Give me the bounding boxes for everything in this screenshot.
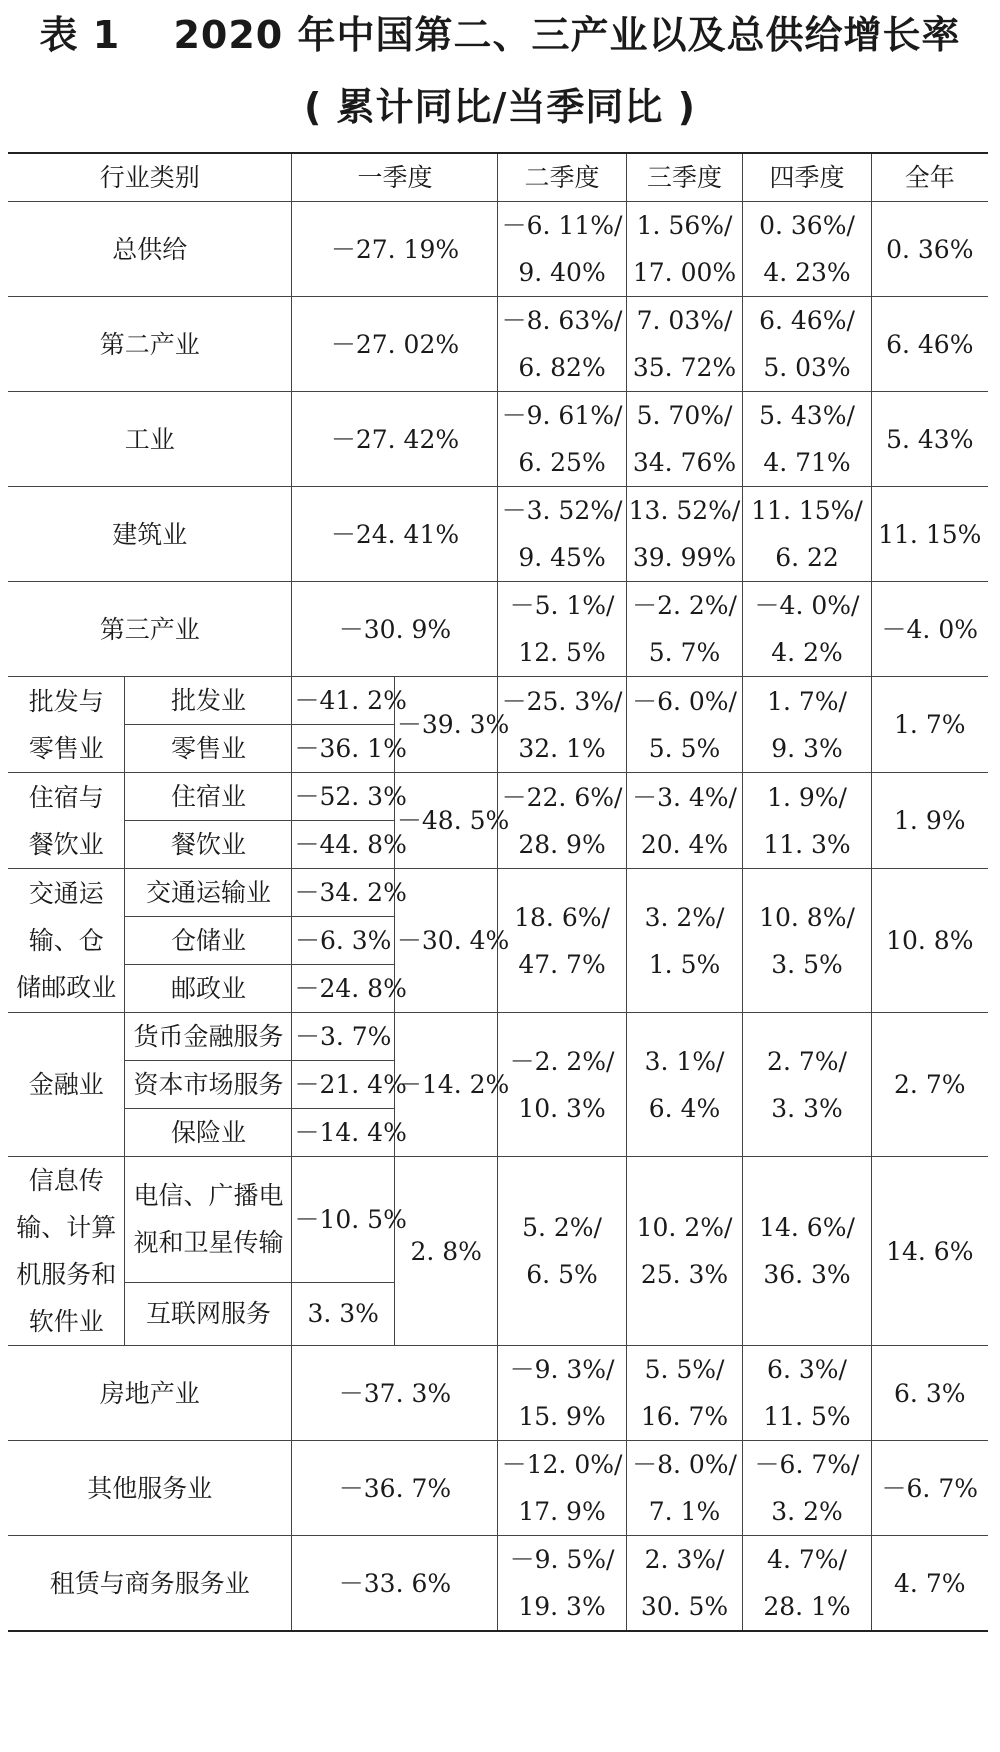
- cell-q3: [626, 202, 743, 297]
- group-category-line: 餐饮业: [28, 829, 104, 859]
- cell-q3-quarterly: 25. 3%: [640, 1260, 729, 1289]
- cell-q2: [498, 1157, 626, 1346]
- cell-q4: [743, 487, 871, 582]
- cell-q2-quarterly: 47. 7%: [518, 949, 606, 979]
- cell-q4-cumulative: 6. 46%/: [759, 306, 855, 335]
- cell-q2-quarterly: 6. 5%: [526, 1260, 598, 1289]
- header-q3: 三季度: [626, 153, 743, 202]
- sub-category: 零售业: [125, 725, 292, 773]
- cell-year: 1. 7%: [871, 677, 988, 773]
- group-q1-total: －48. 5%: [394, 773, 498, 869]
- group-q1-total: －39. 3%: [394, 677, 498, 773]
- sub-category: [125, 1282, 292, 1345]
- cell-q3-cumulative: 13. 52%/: [628, 496, 741, 525]
- cell-q3: [626, 1013, 743, 1157]
- cell-q2: [498, 1013, 626, 1157]
- group-row: [8, 1013, 988, 1061]
- cell-q2: [498, 1441, 626, 1536]
- cell-q3-cumulative: 3. 1%/: [644, 1046, 725, 1076]
- cell-q4-cumulative: 6. 3%/: [767, 1355, 847, 1384]
- group-row: [8, 869, 988, 917]
- group-q1-total: 2. 8%: [394, 1157, 498, 1346]
- cell-q2-cumulative: －25. 3%/: [501, 686, 623, 716]
- cell-q3-cumulative: 5. 70%/: [636, 401, 733, 430]
- row-category: 房地产业: [8, 1346, 292, 1441]
- group-category-line: 零售业: [28, 733, 104, 763]
- cell-q2-cumulative: －2. 2%/: [509, 1046, 615, 1076]
- cell-q4-quarterly: 6. 22: [775, 543, 839, 572]
- sub-category: [125, 1157, 292, 1283]
- cell-q4-quarterly: 4. 2%: [771, 638, 843, 667]
- group-category: [8, 869, 125, 1013]
- group-row: [8, 677, 988, 725]
- cell-q3: [626, 1346, 743, 1441]
- cell-q2-cumulative: －22. 6%/: [501, 782, 623, 812]
- cell-q1: －36. 7%: [292, 1441, 498, 1536]
- cell-q3: [626, 1157, 743, 1346]
- sub-q1: －24. 8%: [292, 965, 394, 1013]
- sub-q1: －21. 4%: [292, 1061, 394, 1109]
- cell-q4-cumulative: 2. 7%/: [767, 1046, 847, 1076]
- cell-q4-quarterly: 3. 3%: [771, 1093, 843, 1123]
- row-category: 建筑业: [8, 487, 292, 582]
- sub-q1: －10. 5%: [292, 1157, 394, 1283]
- sub-category: 仓储业: [125, 917, 292, 965]
- cell-q2: [498, 773, 626, 869]
- cell-q2-quarterly: 6. 25%: [518, 448, 606, 477]
- sub-q1: －34. 2%: [292, 869, 394, 917]
- table-row: [8, 297, 988, 392]
- group-category: [8, 1013, 125, 1157]
- group-category-line: 储邮政业: [16, 973, 117, 1002]
- cell-q2: [498, 869, 626, 1013]
- cell-year: 6. 3%: [871, 1346, 988, 1441]
- sub-q1: －36. 1%: [292, 725, 394, 773]
- cell-q2: [498, 677, 626, 773]
- cell-q4-quarterly: 11. 3%: [763, 829, 851, 859]
- cell-q4-quarterly: 4. 23%: [763, 258, 851, 287]
- cell-q3-quarterly: 1. 5%: [648, 949, 721, 979]
- cell-q4-quarterly: 9. 3%: [771, 733, 843, 763]
- cell-q3-quarterly: 39. 99%: [632, 543, 737, 572]
- cell-q4-quarterly: 11. 5%: [763, 1402, 851, 1431]
- group-category-line: 住宿与: [28, 782, 104, 812]
- cell-q3-cumulative: 5. 5%/: [644, 1355, 725, 1384]
- cell-q3-quarterly: 17. 00%: [632, 258, 737, 287]
- header-year: 全年: [871, 153, 988, 202]
- cell-q4-quarterly: 5. 03%: [763, 353, 851, 382]
- cell-q4-quarterly: 36. 3%: [763, 1260, 851, 1289]
- table-row: [8, 582, 988, 677]
- cell-q2-cumulative: －8. 63%/: [501, 306, 623, 335]
- cell-year: 4. 7%: [871, 1536, 988, 1632]
- table-row: [8, 1441, 988, 1536]
- group-category-line: 软件业: [28, 1307, 104, 1336]
- cell-q2: [498, 1536, 626, 1632]
- row-category: 工业: [8, 392, 292, 487]
- sub-category-line: 视和卫星传输: [133, 1228, 284, 1258]
- cell-q2-quarterly: 28. 9%: [518, 829, 606, 859]
- header-row: [8, 153, 988, 202]
- cell-q2: [498, 582, 626, 677]
- cell-q2-quarterly: 9. 40%: [518, 258, 606, 287]
- group-q1-total: －14. 2%: [394, 1013, 498, 1157]
- cell-q2-cumulative: －12. 0%/: [501, 1450, 623, 1479]
- cell-q4-quarterly: 3. 5%: [771, 949, 843, 979]
- cell-year: 11. 15%: [871, 487, 988, 582]
- cell-q3: [626, 773, 743, 869]
- cell-q2-quarterly: 12. 5%: [518, 638, 606, 667]
- group-category-line: 交通运: [28, 879, 104, 908]
- cell-q4-quarterly: 3. 2%: [771, 1497, 843, 1526]
- sub-category: 货币金融服务: [125, 1013, 292, 1061]
- sub-q1: 3. 3%: [292, 1282, 394, 1345]
- cell-q4: [743, 1441, 871, 1536]
- cell-q3-quarterly: 5. 7%: [648, 638, 721, 667]
- cell-q4-cumulative: 1. 9%/: [767, 782, 847, 812]
- cell-q4: [743, 582, 871, 677]
- cell-q2-cumulative: －9. 3%/: [509, 1355, 615, 1384]
- cell-q3-cumulative: －8. 0%/: [632, 1450, 737, 1479]
- cell-q3-cumulative: 3. 2%/: [644, 902, 725, 932]
- sub-category-line: 电信、广播电: [133, 1181, 284, 1211]
- cell-q1: －33. 6%: [292, 1536, 498, 1632]
- cell-q2: [498, 487, 626, 582]
- cell-q4-cumulative: 14. 6%/: [759, 1213, 855, 1242]
- cell-q2: [498, 297, 626, 392]
- cell-q4-cumulative: 0. 36%/: [759, 211, 855, 240]
- cell-q4-cumulative: －4. 0%/: [754, 591, 860, 620]
- cell-q4-cumulative: 5. 43%/: [759, 401, 855, 430]
- cell-q3: [626, 869, 743, 1013]
- cell-q4-quarterly: 28. 1%: [763, 1592, 851, 1621]
- cell-q4: [743, 869, 871, 1013]
- cell-q3-quarterly: 16. 7%: [640, 1402, 729, 1431]
- sub-category: 保险业: [125, 1109, 292, 1157]
- sub-q1: －3. 7%: [292, 1013, 394, 1061]
- cell-q2-cumulative: 5. 2%/: [522, 1213, 602, 1242]
- sub-category: 批发业: [125, 677, 292, 725]
- cell-q4: [743, 1536, 871, 1632]
- group-category-line: 输、仓: [28, 926, 104, 955]
- cell-q1: －27. 19%: [292, 202, 498, 297]
- cell-q3: [626, 582, 743, 677]
- cell-q3-cumulative: －6. 0%/: [632, 686, 737, 716]
- cell-year: 14. 6%: [871, 1157, 988, 1346]
- cell-q3-cumulative: 10. 2%/: [636, 1213, 733, 1242]
- cell-q3-quarterly: 5. 5%: [648, 733, 721, 763]
- cell-year: 5. 43%: [871, 392, 988, 487]
- row-category: 第三产业: [8, 582, 292, 677]
- cell-q4-cumulative: 10. 8%/: [759, 902, 855, 932]
- cell-q2: [498, 392, 626, 487]
- cell-q4-cumulative: 4. 7%/: [767, 1545, 847, 1574]
- cell-q4: [743, 773, 871, 869]
- cell-q3: [626, 1536, 743, 1632]
- sub-category: 交通运输业: [125, 869, 292, 917]
- cell-q4: [743, 202, 871, 297]
- cell-q2-quarterly: 9. 45%: [518, 543, 606, 572]
- cell-q2-quarterly: 32. 1%: [518, 733, 606, 763]
- cell-q2-cumulative: －9. 5%/: [509, 1545, 615, 1574]
- cell-q4: [743, 297, 871, 392]
- cell-q3-quarterly: 34. 76%: [632, 448, 737, 477]
- sub-category: 资本市场服务: [125, 1061, 292, 1109]
- cell-q2-quarterly: 19. 3%: [518, 1592, 606, 1621]
- cell-q3-cumulative: －3. 4%/: [632, 782, 737, 812]
- group-q1-total: －30. 4%: [394, 869, 498, 1013]
- cell-q3-quarterly: 30. 5%: [640, 1592, 729, 1621]
- header-q2: 二季度: [498, 153, 626, 202]
- cell-q2: [498, 202, 626, 297]
- cell-q2-cumulative: －6. 11%/: [501, 211, 623, 240]
- table-subtitle: ( 累计同比/当季同比 ): [303, 85, 697, 129]
- row-category: 租赁与商务服务业: [8, 1536, 292, 1632]
- sub-category: 餐饮业: [125, 821, 292, 869]
- cell-year: 0. 36%: [871, 202, 988, 297]
- cell-q4: [743, 677, 871, 773]
- cell-q4-cumulative: 1. 7%/: [767, 686, 847, 716]
- group-category: [8, 1157, 125, 1346]
- row-category: 其他服务业: [8, 1441, 292, 1536]
- sub-q1: －44. 8%: [292, 821, 394, 869]
- cell-year: 6. 46%: [871, 297, 988, 392]
- header-category: 行业类别: [8, 153, 292, 202]
- group-row: [8, 1157, 988, 1283]
- cell-q1: －24. 41%: [292, 487, 498, 582]
- cell-q4-cumulative: 11. 15%/: [751, 496, 863, 525]
- cell-q3-cumulative: －2. 2%/: [632, 591, 737, 620]
- sub-category-line: 互联网服务: [145, 1299, 271, 1329]
- growth-rate-table: [8, 152, 988, 1632]
- group-category-line: 输、计算: [16, 1213, 117, 1242]
- table-row: [8, 1346, 988, 1441]
- cell-q3: [626, 392, 743, 487]
- cell-q3: [626, 1441, 743, 1536]
- row-category: 总供给: [8, 202, 292, 297]
- cell-year: －6. 7%: [871, 1441, 988, 1536]
- cell-q3: [626, 487, 743, 582]
- sub-q1: －41. 2%: [292, 677, 394, 725]
- group-category-line: 机服务和: [16, 1260, 117, 1289]
- row-category: 第二产业: [8, 297, 292, 392]
- cell-year: －4. 0%: [871, 582, 988, 677]
- cell-q4-quarterly: 4. 71%: [763, 448, 851, 477]
- cell-q3-quarterly: 20. 4%: [640, 829, 729, 859]
- cell-q2-quarterly: 17. 9%: [518, 1497, 606, 1526]
- cell-q2-cumulative: 18. 6%/: [514, 902, 610, 932]
- cell-q3-cumulative: 1. 56%/: [636, 211, 733, 240]
- cell-q4: [743, 392, 871, 487]
- cell-q1: －27. 02%: [292, 297, 498, 392]
- sub-q1: －52. 3%: [292, 773, 394, 821]
- cell-q1: －37. 3%: [292, 1346, 498, 1441]
- cell-q3: [626, 297, 743, 392]
- group-category-line: 信息传: [28, 1166, 104, 1195]
- cell-q3: [626, 677, 743, 773]
- table-row: [8, 202, 988, 297]
- sub-category: 住宿业: [125, 773, 292, 821]
- cell-q3-quarterly: 35. 72%: [632, 353, 737, 382]
- cell-q2-cumulative: －9. 61%/: [501, 401, 623, 430]
- cell-q2-quarterly: 6. 82%: [518, 353, 606, 382]
- group-category: [8, 773, 125, 869]
- cell-q4: [743, 1013, 871, 1157]
- cell-year: 10. 8%: [871, 869, 988, 1013]
- header-q1: 一季度: [292, 153, 498, 202]
- sub-q1: －14. 4%: [292, 1109, 394, 1157]
- table-row: [8, 1536, 988, 1632]
- cell-q4-cumulative: －6. 7%/: [754, 1450, 860, 1479]
- cell-year: 1. 9%: [871, 773, 988, 869]
- cell-q4: [743, 1346, 871, 1441]
- group-category: [8, 677, 125, 773]
- header-q4: 四季度: [743, 153, 871, 202]
- group-category-line: 金融业: [28, 1070, 104, 1099]
- cell-q3-cumulative: 7. 03%/: [636, 306, 733, 335]
- cell-q3-cumulative: 2. 3%/: [644, 1545, 725, 1574]
- cell-q2-cumulative: －3. 52%/: [501, 496, 623, 525]
- cell-q3-quarterly: 6. 4%: [648, 1093, 721, 1123]
- group-row: [8, 773, 988, 821]
- sub-q1: －6. 3%: [292, 917, 394, 965]
- cell-q1: －27. 42%: [292, 392, 498, 487]
- cell-q2-quarterly: 10. 3%: [518, 1093, 606, 1123]
- table-row: [8, 487, 988, 582]
- sub-category: 邮政业: [125, 965, 292, 1013]
- group-category-line: 批发与: [28, 686, 104, 716]
- cell-q2: [498, 1346, 626, 1441]
- table-title: 表 1 2020 年中国第二、三产业以及总供给增长率: [39, 13, 961, 57]
- table-row: [8, 392, 988, 487]
- cell-q1: －30. 9%: [292, 582, 498, 677]
- cell-year: 2. 7%: [871, 1013, 988, 1157]
- cell-q2-quarterly: 15. 9%: [518, 1402, 606, 1431]
- cell-q4: [743, 1157, 871, 1346]
- cell-q2-cumulative: －5. 1%/: [509, 591, 615, 620]
- cell-q3-quarterly: 7. 1%: [648, 1497, 721, 1526]
